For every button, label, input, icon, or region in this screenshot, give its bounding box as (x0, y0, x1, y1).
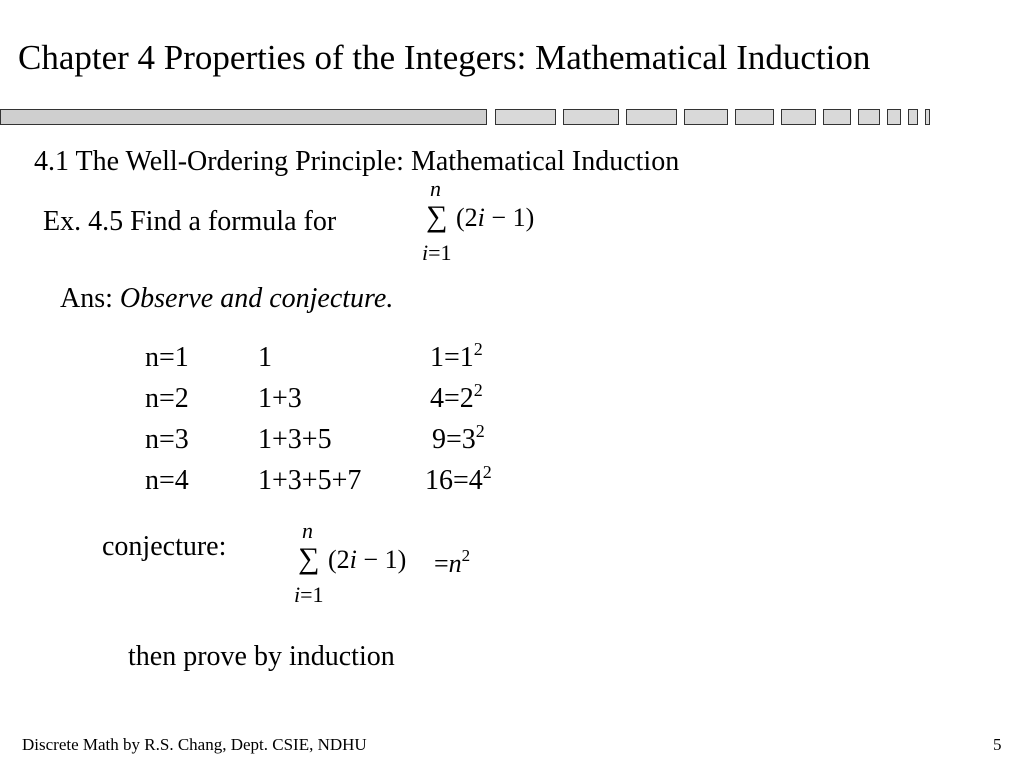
page-number: 5 (993, 735, 1002, 754)
conjecture-result: $=n^2$ (434, 546, 471, 578)
bar-segment (563, 109, 619, 125)
answer-prefix: Ans: (60, 283, 120, 314)
upper-limit: n (302, 518, 313, 543)
row-n-2: n=2 (145, 383, 189, 414)
section-heading: 4.1 The Well-Ordering Principle: Mathematical Induction (34, 146, 680, 177)
bar-segment (781, 109, 816, 125)
upper-limit: n (430, 176, 441, 201)
slide-title: Chapter 4 Properties of the Integers: Mathematical Induction (18, 38, 871, 77)
row-result-3: $9=3^2$ (432, 421, 485, 455)
bar-segment (823, 109, 851, 125)
bar-segment (626, 109, 677, 125)
conclusion-text: then prove by induction (128, 641, 395, 672)
row-sum-4: 1+3+5+7 (258, 465, 362, 496)
example-label: Ex. 4.5 Find a formula for (43, 206, 337, 237)
bar-segment (925, 109, 930, 125)
bar-segment (858, 109, 880, 125)
sigma-symbol: ∑ (426, 200, 448, 233)
bar-segment (887, 109, 901, 125)
row-n-4: n=4 (145, 465, 189, 496)
row-sum-3: 1+3+5 (258, 424, 332, 455)
decorative-bar-strip (0, 109, 940, 129)
bar-segment (0, 109, 487, 125)
conjecture-label: conjecture: (102, 531, 227, 562)
row-sum-2: 1+3 (258, 383, 302, 414)
bar-segment (684, 109, 728, 125)
row-result-2: $4=2^2$ (430, 380, 483, 414)
summand-expression: (2i − 1) (456, 203, 535, 232)
row-result-1: $1=1^2$ (430, 339, 483, 373)
row-sum-1: 1 (258, 342, 272, 373)
sigma-symbol: ∑ (298, 542, 320, 575)
row-n-3: n=3 (145, 424, 189, 455)
answer-text: Observe and conjecture. (119, 283, 394, 314)
summand-expression: (2i − 1) (328, 545, 407, 574)
bar-segment (495, 109, 556, 125)
lower-limit: i=1 (294, 582, 324, 607)
row-n-1: n=1 (145, 342, 189, 373)
footer-credit: Discrete Math by R.S. Chang, Dept. CSIE, NDHU (22, 735, 367, 754)
bar-segment (908, 109, 918, 125)
answer-line (60, 282, 393, 316)
bar-segment (735, 109, 774, 125)
lower-limit: i=1 (422, 240, 452, 265)
row-result-4: $16=4^2$ (425, 462, 492, 496)
